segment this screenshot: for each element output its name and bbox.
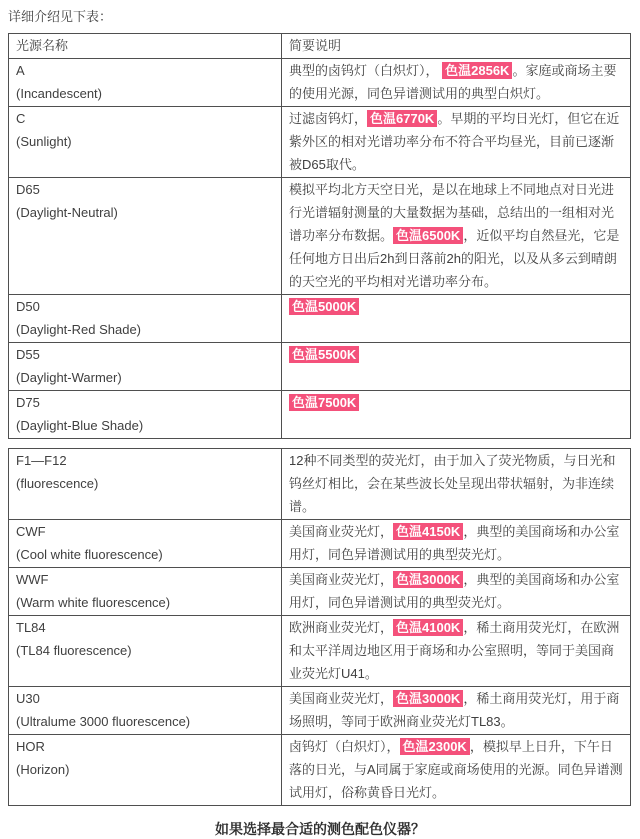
description-text: ，模拟早上日升，下午日落的日光，与A同属于家庭或商场使用的光源。同色异谱测试用灯，俗称黄昏日光灯。: [289, 739, 623, 800]
light-source-english-name: (Ultralume 3000 fluorescence): [16, 714, 191, 729]
color-temperature-highlight: 色温2856K: [442, 62, 512, 79]
light-source-code: CWF: [16, 524, 46, 539]
column-header-name: 光源名称: [9, 34, 282, 59]
light-source-code: F1—F12: [16, 453, 67, 468]
description-text: ，典型的美国商场和办公室用灯，同色异谱测试用的典型荧光灯。: [289, 524, 620, 562]
description-text: 模拟平均北方天空日光，是以在地球上不同地点对日光进行光谱辐射测量的大量数据为基础，总结出的一组相对光谱功率分布数据。: [289, 182, 615, 243]
color-temperature-highlight: 色温6500K: [393, 227, 463, 244]
light-source-name-cell: [9, 295, 282, 343]
description-text: ，稀土商用荧光灯，在欧洲和太平洋周边地区用于商场和办公室照明，等同于美国商业荧光灯U41。: [289, 620, 620, 681]
light-source-english-name: (Horizon): [16, 762, 70, 777]
light-source-table-section-1: [8, 33, 631, 439]
table-row: [9, 343, 631, 391]
light-source-code: D65: [16, 182, 40, 197]
description-cell: [282, 735, 631, 806]
article-body: [0, 9, 640, 839]
table-row: [9, 295, 631, 343]
description-cell: [282, 687, 631, 735]
light-source-english-name: (fluorescence): [16, 476, 99, 491]
description-cell: [282, 391, 631, 439]
light-source-name-cell: [9, 568, 282, 616]
light-source-name-cell: [9, 735, 282, 806]
description-text: 12种不同类型的荧光灯，由于加入了荧光物质，与日光和钨丝灯相比，会在某些波长处呈现出带状辐射，为非连续谱。: [289, 453, 616, 514]
light-source-tables: [0, 33, 640, 806]
description-text: ，典型的美国商场和办公室用灯，同色异谱测试用的典型荧光灯。: [289, 572, 620, 610]
description-text: 卤钨灯（白炽灯），: [289, 739, 400, 754]
light-source-code: TL84: [16, 620, 46, 635]
light-source-code: U30: [16, 691, 40, 706]
color-temperature-highlight: 色温4150K: [393, 523, 463, 540]
light-source-english-name: (Warm white fluorescence): [16, 595, 171, 610]
light-source-code: WWF: [16, 572, 49, 587]
description-cell: [282, 107, 631, 178]
table-row: [9, 107, 631, 178]
color-temperature-highlight: 色温7500K: [289, 394, 359, 411]
table-row: [9, 687, 631, 735]
light-source-code: D55: [16, 347, 40, 362]
description-text: 欧洲商业荧光灯，: [289, 620, 394, 635]
light-source-english-name: (Incandescent): [16, 86, 102, 101]
light-source-english-name: (Daylight-Blue Shade): [16, 418, 144, 433]
description-text: 美国商业荧光灯，: [289, 524, 394, 539]
light-source-code: A: [16, 63, 25, 78]
description-cell: [282, 616, 631, 687]
table-row: [9, 616, 631, 687]
color-temperature-highlight: 色温5000K: [289, 298, 359, 315]
table-row: [9, 59, 631, 107]
light-source-name-cell: [9, 520, 282, 568]
description-cell: [282, 178, 631, 295]
description-text: 典型的卤钨灯（白炽灯），: [289, 63, 443, 78]
table-header-row: [9, 34, 631, 59]
color-temperature-highlight: 色温2300K: [400, 738, 470, 755]
description-text: 过滤卤钨灯，: [289, 111, 368, 126]
light-source-name-cell: [9, 616, 282, 687]
description-cell: [282, 295, 631, 343]
light-source-name-cell: [9, 343, 282, 391]
color-temperature-highlight: 色温5500K: [289, 346, 359, 363]
color-temperature-highlight: 色温6770K: [367, 110, 437, 127]
light-source-english-name: (Daylight-Warmer): [16, 370, 122, 385]
light-source-code: C: [16, 111, 26, 126]
description-cell: [282, 520, 631, 568]
light-source-name-cell: [9, 59, 282, 107]
light-source-english-name: (Daylight-Red Shade): [16, 322, 142, 337]
description-cell: [282, 59, 631, 107]
table-row: [9, 449, 631, 520]
description-text: 美国商业荧光灯，: [289, 572, 394, 587]
page: [0, 9, 640, 837]
column-header-description: 简要说明: [282, 34, 631, 59]
description-cell: [282, 568, 631, 616]
light-source-code: D50: [16, 299, 40, 314]
description-text: ，稀土商用荧光灯，用于商场照明，等同于欧洲商业荧光灯TL83。: [289, 691, 620, 729]
table-row: [9, 178, 631, 295]
light-source-english-name: (Sunlight): [16, 134, 72, 149]
table-row: [9, 735, 631, 806]
table-row: [9, 568, 631, 616]
light-source-name-cell: [9, 178, 282, 295]
light-source-name-cell: [9, 449, 282, 520]
light-source-name-cell: [9, 107, 282, 178]
color-temperature-highlight: 色温4100K: [393, 619, 463, 636]
light-source-code: HOR: [16, 739, 45, 754]
light-source-table-section-2: [8, 448, 631, 806]
description-cell: [282, 343, 631, 391]
description-text: 。家庭或商场主要的使用光源，同色异谱测试用的典型白炽灯。: [289, 63, 617, 101]
light-source-english-name: (TL84 fluorescence): [16, 643, 132, 658]
light-source-name-cell: [9, 391, 282, 439]
light-source-name-cell: [9, 687, 282, 735]
description-text: 美国商业荧光灯，: [289, 691, 394, 706]
light-source-english-name: (Daylight-Neutral): [16, 205, 118, 220]
light-source-english-name: (Cool white fluorescence): [16, 547, 163, 562]
color-temperature-highlight: 色温3000K: [393, 690, 463, 707]
description-text: ，近似平均自然昼光，它是任何地方日出后2h到日落前2h的阳光，以及从多云到晴朗的天空光的平均相对光谱功率分布。: [289, 228, 620, 289]
description-text: 。早期的平均日光灯，但它在近紫外区的相对光谱功率分布不符合平均昼光，目前已逐渐被D65取代。: [289, 111, 620, 172]
table-row: [9, 520, 631, 568]
description-cell: [282, 449, 631, 520]
intro-text: 详细介绍见下表：: [8, 9, 113, 24]
light-source-code: D75: [16, 395, 40, 410]
footer-question: 如果选择最合适的测色配色仪器？: [215, 821, 425, 837]
color-temperature-highlight: 色温3000K: [393, 571, 463, 588]
table-row: [9, 391, 631, 439]
